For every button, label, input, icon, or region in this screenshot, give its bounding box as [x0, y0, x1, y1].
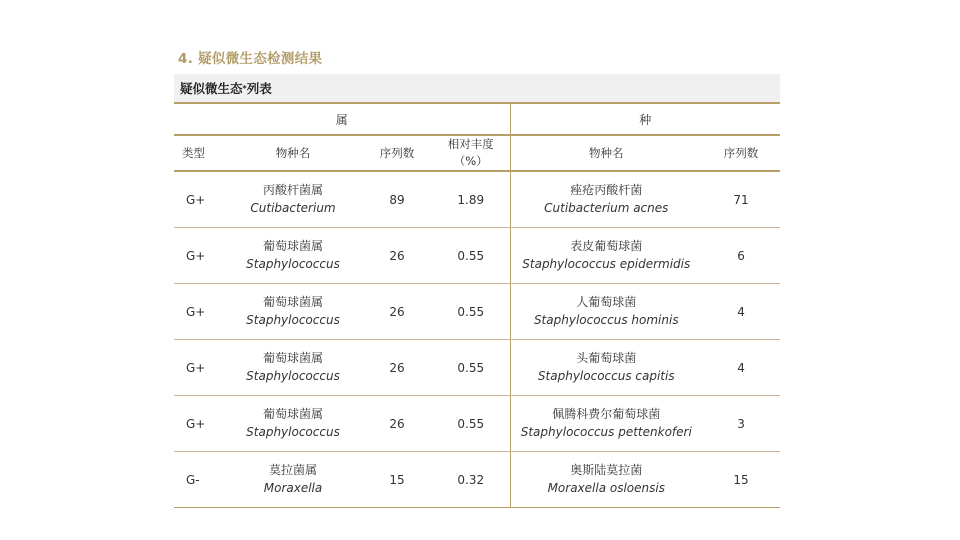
table-caption-mark: *: [242, 83, 247, 93]
genus-latin-name: Staphylococcus: [246, 424, 340, 439]
genus-reads-cell: [362, 228, 432, 284]
relative-abundance: 0.55: [457, 304, 485, 319]
genus-reads-column-header: 序列数: [362, 135, 432, 171]
genus-latin-name: Staphylococcus: [246, 312, 340, 327]
gram-type: G+: [186, 360, 206, 375]
species-reads-cell: [702, 396, 780, 452]
table-caption-suffix: 列表: [246, 81, 272, 96]
species-reads: 6: [737, 248, 745, 263]
table-caption: [174, 74, 780, 104]
species-name-cell: [510, 284, 702, 340]
genus-reads: 26: [389, 304, 405, 319]
type-cell: [174, 171, 224, 228]
genus-latin-name: Staphylococcus: [246, 368, 340, 383]
species-latin-name: Staphylococcus capitis: [537, 368, 675, 383]
genus-name-cell: [224, 171, 362, 228]
species-reads: 15: [733, 472, 749, 487]
genus-reads-cell: [362, 340, 432, 396]
species-reads-column-header: 序列数: [702, 135, 780, 171]
genus-name-cell: [224, 396, 362, 452]
gram-type: G+: [186, 304, 206, 319]
species-reads-cell: [702, 228, 780, 284]
table-row: [174, 452, 780, 508]
genus-name-column-header: 物种名: [224, 135, 362, 171]
abundance-cell: [432, 171, 510, 228]
genus-chinese-name: 葡萄球菌属: [262, 406, 323, 421]
type-cell: [174, 396, 224, 452]
type-column-header: 类型: [174, 135, 224, 171]
abundance-cell: [432, 284, 510, 340]
species-group-header: 种: [510, 104, 780, 135]
section-title: 4. 疑似微生态检测结果: [178, 51, 323, 67]
genus-reads-cell: [362, 171, 432, 228]
genus-reads: 26: [389, 360, 405, 375]
abundance-header-line2: （%）: [453, 154, 488, 168]
genus-chinese-name: 葡萄球菌属: [262, 238, 323, 253]
genus-latin-name: Staphylococcus: [246, 256, 340, 271]
species-latin-name: Cutibacterium acnes: [544, 200, 669, 215]
column-header-row: [174, 135, 780, 171]
results-table: [174, 104, 780, 508]
genus-reads: 15: [389, 472, 405, 487]
species-reads: 4: [737, 304, 745, 319]
table-row: [174, 284, 780, 340]
abundance-cell: [432, 452, 510, 508]
species-reads: 4: [737, 360, 745, 375]
group-header-row: [174, 104, 780, 135]
species-latin-name: Staphylococcus pettenkoferi: [520, 424, 692, 439]
species-latin-name: Staphylococcus hominis: [533, 312, 679, 327]
gram-type: G+: [186, 192, 206, 207]
type-cell: [174, 340, 224, 396]
abundance-cell: [432, 228, 510, 284]
genus-chinese-name: 葡萄球菌属: [262, 350, 323, 365]
genus-reads: 89: [389, 192, 405, 207]
gram-type: G-: [186, 472, 200, 487]
species-latin-name: Staphylococcus epidermidis: [522, 256, 691, 271]
species-reads-cell: [702, 171, 780, 228]
species-reads-cell: [702, 452, 780, 508]
species-name-cell: [510, 396, 702, 452]
species-chinese-name: 头葡萄球菌: [576, 350, 637, 365]
species-name-cell: [510, 228, 702, 284]
relative-abundance: 0.55: [457, 360, 485, 375]
species-name-cell: [510, 340, 702, 396]
species-reads: 3: [737, 416, 745, 431]
abundance-cell: [432, 340, 510, 396]
type-cell: [174, 228, 224, 284]
genus-name-cell: [224, 452, 362, 508]
species-name-cell: [510, 171, 702, 228]
table-row: [174, 171, 780, 228]
type-cell: [174, 452, 224, 508]
relative-abundance: 0.32: [457, 472, 485, 487]
species-chinese-name: 表皮葡萄球菌: [570, 238, 643, 253]
genus-latin-name: Cutibacterium: [250, 200, 336, 215]
relative-abundance: 0.55: [457, 416, 485, 431]
gram-type: G+: [186, 416, 206, 431]
species-reads: 71: [733, 192, 749, 207]
species-chinese-name: 人葡萄球菌: [576, 294, 637, 309]
species-name-column-header: 物种名: [510, 135, 702, 171]
species-reads-cell: [702, 284, 780, 340]
table-row: [174, 340, 780, 396]
relative-abundance: 1.89: [457, 192, 485, 207]
abundance-column-header: [432, 135, 510, 171]
genus-reads: 26: [389, 248, 405, 263]
species-reads-cell: [702, 340, 780, 396]
table-row: [174, 396, 780, 452]
genus-reads-cell: [362, 396, 432, 452]
relative-abundance: 0.55: [457, 248, 485, 263]
genus-group-header: 属: [174, 104, 510, 135]
species-chinese-name: 佩腾科费尔葡萄球菌: [552, 406, 661, 421]
results-table-container: [174, 74, 780, 508]
genus-reads: 26: [389, 416, 405, 431]
table-caption-text: 疑似微生态: [180, 81, 243, 96]
genus-chinese-name: 莫拉菌属: [268, 462, 317, 477]
genus-name-cell: [224, 284, 362, 340]
genus-name-cell: [224, 340, 362, 396]
gram-type: G+: [186, 248, 206, 263]
species-latin-name: Moraxella osloensis: [547, 480, 665, 495]
abundance-header-line1: 相对丰度: [447, 137, 494, 151]
species-chinese-name: 奥斯陆莫拉菌: [570, 462, 643, 477]
genus-chinese-name: 葡萄球菌属: [262, 294, 323, 309]
genus-name-cell: [224, 228, 362, 284]
genus-latin-name: Moraxella: [263, 480, 323, 495]
abundance-cell: [432, 396, 510, 452]
genus-chinese-name: 丙酸杆菌属: [262, 182, 323, 197]
species-chinese-name: 痤疮丙酸杆菌: [570, 182, 643, 197]
table-row: [174, 228, 780, 284]
genus-reads-cell: [362, 284, 432, 340]
type-cell: [174, 284, 224, 340]
species-name-cell: [510, 452, 702, 508]
genus-reads-cell: [362, 452, 432, 508]
